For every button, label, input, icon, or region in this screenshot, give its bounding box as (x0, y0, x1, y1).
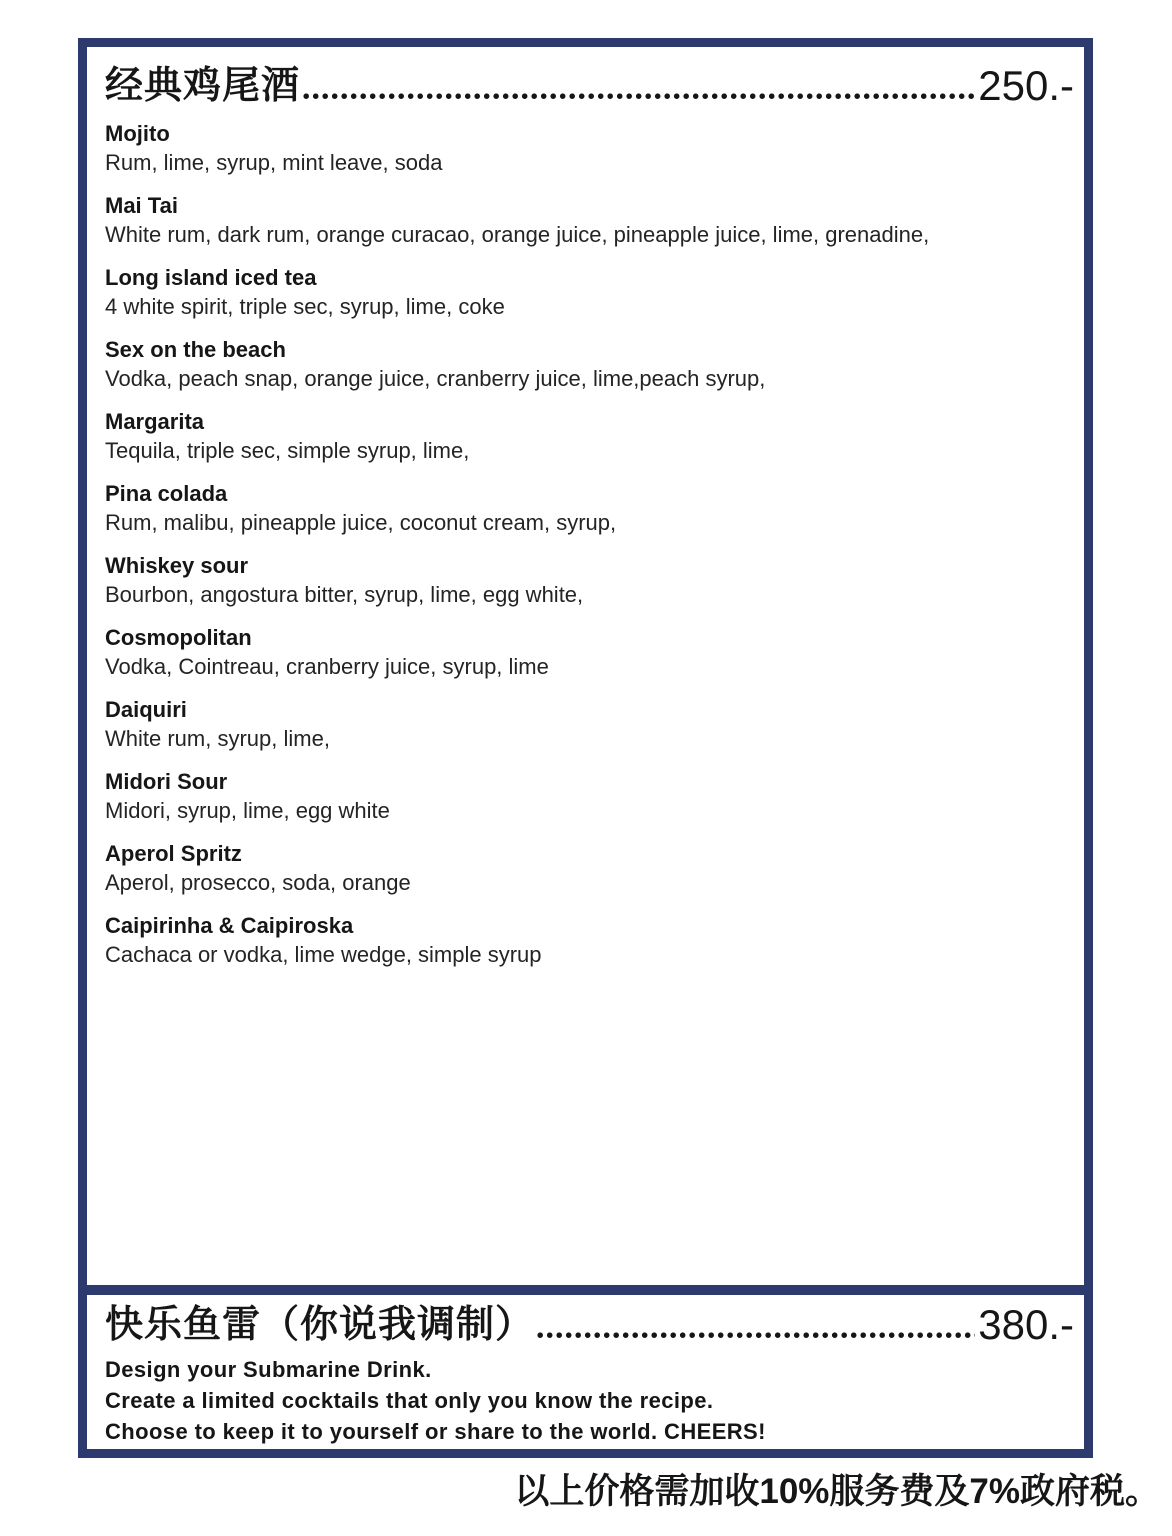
cocktail-name: Midori Sour (105, 769, 228, 794)
cocktail-item (105, 263, 1074, 321)
cocktail-ingredients: White rum, dark rum, orange curacao, orange juice, pineapple juice, lime, grenadine, (105, 222, 930, 247)
cocktail-list (105, 119, 1074, 969)
cocktail-item (105, 767, 1074, 825)
cocktail-name: Mojito (105, 121, 170, 146)
submarine-section-price: 380.- (978, 1301, 1074, 1348)
classic-section-header (105, 61, 1074, 109)
cocktail-item (105, 623, 1074, 681)
submarine-description (105, 1354, 1074, 1447)
cocktail-name: Caipirinha & Caipiroska (105, 913, 354, 938)
cocktail-name: Aperol Spritz (105, 841, 242, 866)
tax-note: 以上价格需加收10%服务费及7%政府税。 (514, 1472, 1160, 1511)
cocktail-item (105, 335, 1074, 393)
cocktail-ingredients: Aperol, prosecco, soda, orange (105, 870, 411, 895)
dotted-leader (537, 1332, 975, 1339)
classic-section-title: 经典鸡尾酒 (105, 65, 301, 107)
classic-section-price: 250.- (978, 62, 1074, 109)
cocktail-name: Cosmopolitan (105, 625, 252, 650)
cocktail-ingredients: Vodka, peach snap, orange juice, cranberry juice, lime,peach syrup, (105, 366, 766, 391)
submarine-description-line: Choose to keep it to yourself or share to the world. CHEERS! (105, 1419, 766, 1444)
cocktail-item (105, 191, 1074, 249)
submarine-description-line: Create a limited cocktails that only you know the recipe. (105, 1388, 714, 1413)
cocktail-item (105, 911, 1074, 969)
cocktail-item (105, 839, 1074, 897)
cocktail-name: Sex on the beach (105, 337, 286, 362)
cocktail-name: Margarita (105, 409, 205, 434)
submarine-section-header (105, 1300, 1074, 1348)
cocktail-ingredients: Cachaca or vodka, lime wedge, simple syrup (105, 942, 542, 967)
cocktail-name: Pina colada (105, 481, 228, 506)
cocktail-item (105, 695, 1074, 753)
cocktail-ingredients: Bourbon, angostura bitter, syrup, lime, egg white, (105, 582, 584, 607)
cocktail-name: Mai Tai (105, 193, 178, 218)
cocktail-name: Whiskey sour (105, 553, 249, 578)
cocktail-name: Long island iced tea (105, 265, 317, 290)
submarine-description-line: Design your Submarine Drink. (105, 1357, 432, 1382)
section-divider (87, 1285, 1084, 1295)
menu-box (78, 38, 1093, 1458)
cocktail-ingredients: Midori, syrup, lime, egg white (105, 798, 390, 823)
cocktail-item (105, 479, 1074, 537)
cocktail-item (105, 551, 1074, 609)
cocktail-ingredients: Vodka, Cointreau, cranberry juice, syrup, lime (105, 654, 549, 679)
submarine-section (87, 1295, 1084, 1449)
cocktail-ingredients: Rum, lime, syrup, mint leave, soda (105, 150, 443, 175)
submarine-section-title: 快乐鱼雷（你说我调制） (105, 1304, 535, 1346)
cocktail-name: Daiquiri (105, 697, 187, 722)
cocktail-ingredients: White rum, syrup, lime, (105, 726, 330, 751)
classic-cocktails-section (87, 47, 1084, 1285)
cocktail-item (105, 119, 1074, 177)
dotted-leader (303, 93, 975, 100)
cocktail-ingredients: Tequila, triple sec, simple syrup, lime, (105, 438, 470, 463)
cocktail-item (105, 407, 1074, 465)
cocktail-ingredients: 4 white spirit, triple sec, syrup, lime, coke (105, 294, 505, 319)
cocktail-ingredients: Rum, malibu, pineapple juice, coconut cream, syrup, (105, 510, 617, 535)
